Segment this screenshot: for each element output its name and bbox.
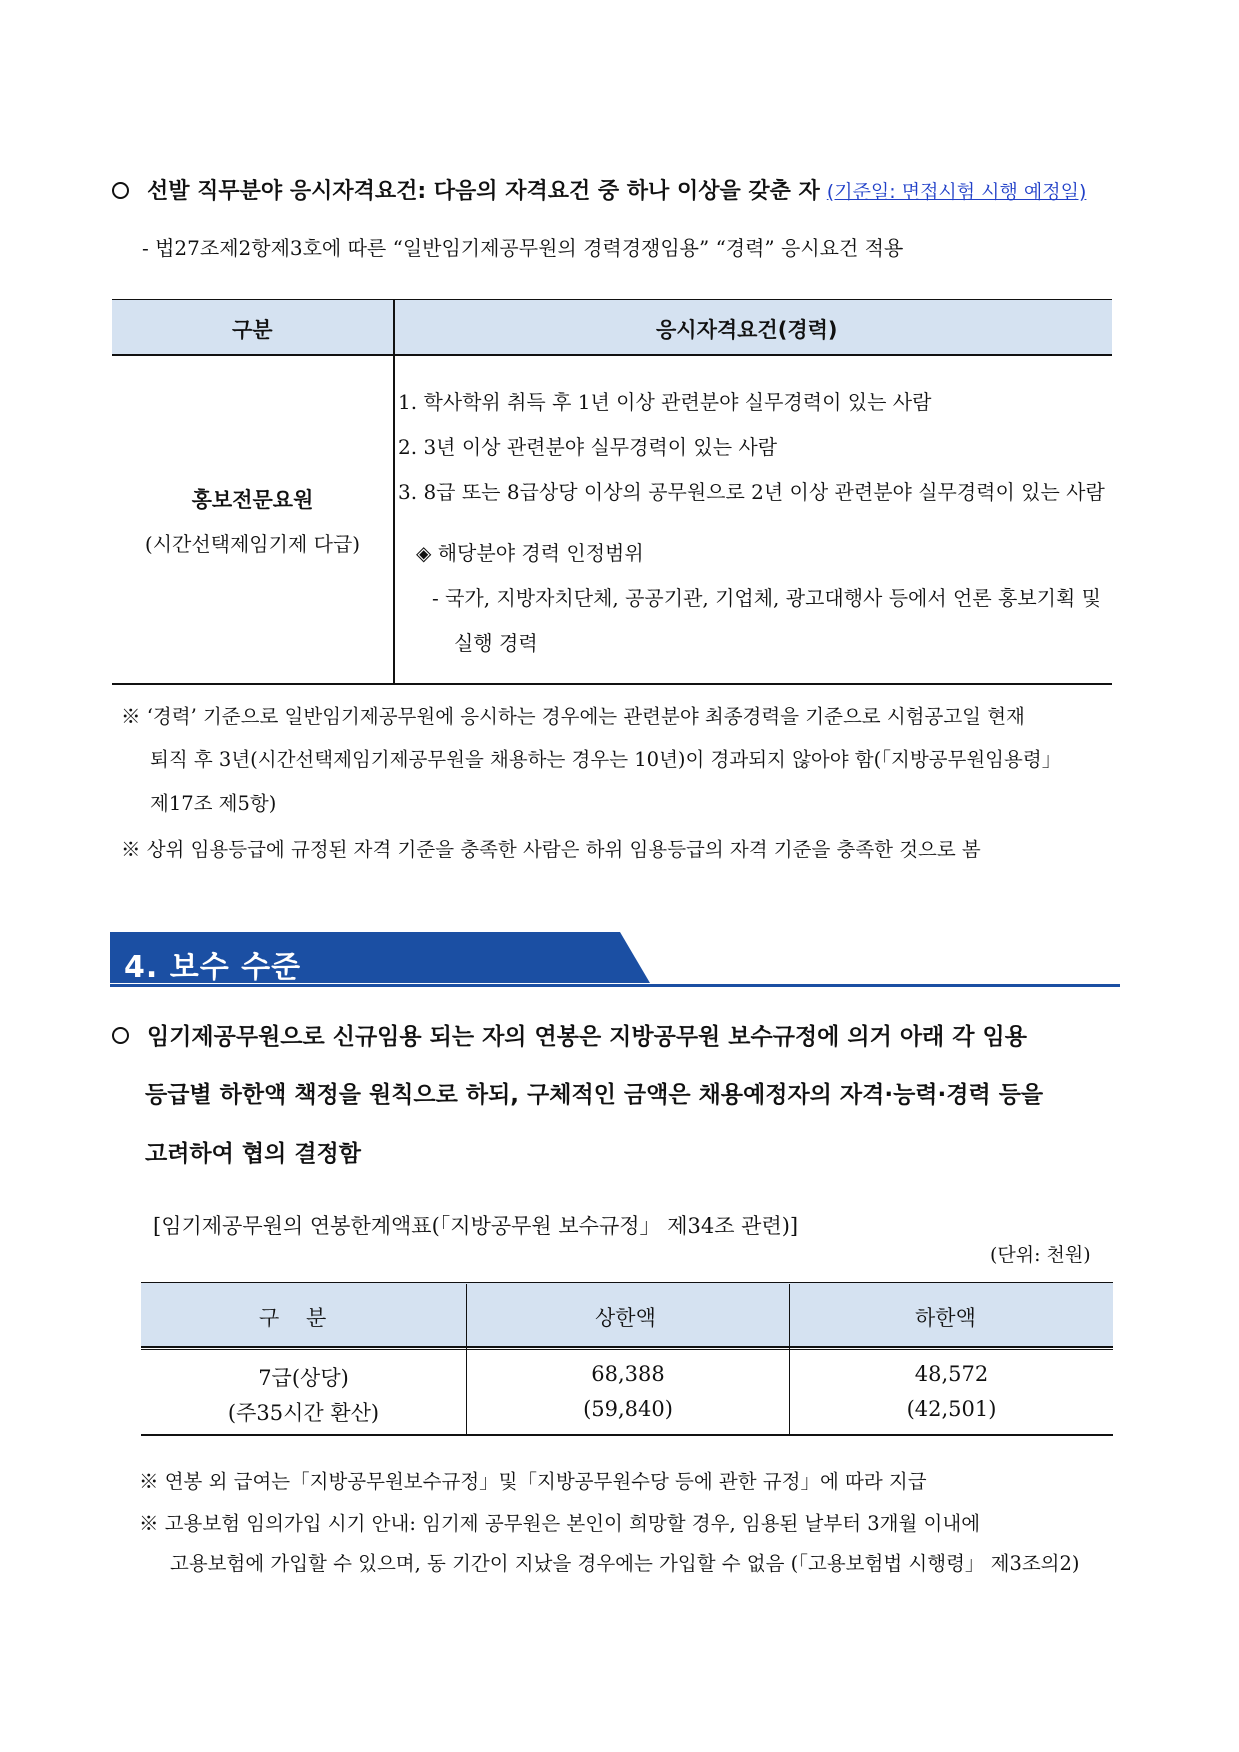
qual-header-requirements: 응시자격요건(경력) [656, 318, 838, 342]
insurance-note-line-1: ※ 고용보험 임의가입 시기 안내: 임기제 공무원은 본인이 희망할 경우, 임용된 날부터 3개월 이내에 [139, 1512, 981, 1535]
section-4-title: 4. 보수 수준 [124, 950, 302, 985]
career-note-line-2: 퇴직 후 3년(시간선택제임기제공무원을 채용하는 경우는 10년)이 경과되지 않아야 함(「지방공무원임용령」 [150, 748, 1062, 771]
grade-cell-line-2: (주35시간 환산) [227, 1401, 380, 1425]
qual-header-category: 구분 [232, 318, 273, 342]
insurance-note-line-2: 고용보험에 가입할 수 있으며, 동 기간이 지났을 경우에는 가입할 수 없음 (「고용보험법 시행령」 제3조의2) [170, 1552, 1080, 1575]
unit-label: (단위: 천원) [990, 1244, 1091, 1266]
scope-title: ◈ 해당분야 경력 인정범위 [416, 541, 644, 565]
requirement-bullet [112, 174, 1086, 205]
upper-amount-sub: (59,840) [583, 1397, 673, 1421]
requirement-subline: - 법27조제2항제3호에 따른 “일반임기제공무원의 경력경쟁임용” “경력” 응시요건 적용 [142, 236, 904, 260]
lower-amount-sub: (42,501) [906, 1397, 997, 1421]
salary-para-line-1: 임기제공무원으로 신규임용 되는 자의 연봉은 지방공무원 보수규정에 의거 아래 각 임용 [112, 1018, 1027, 1051]
career-note-line-3: 제17조 제5항) [150, 792, 277, 815]
requirement-text: 선발 직무분야 응시자격요건: 다음의 자격요건 중 하나 이상을 갖춘 자 [147, 179, 820, 204]
qual-item-3: 3. 8급 또는 8급상당 이상의 공무원으로 2년 이상 관련분야 실무경력이 있는 사람 [398, 480, 1105, 504]
position-name: 홍보전문요원 [191, 487, 314, 512]
scope-line-1: - 국가, 지방자치단체, 공공기관, 기업체, 광고대행사 등에서 언론 홍보기획 및 [432, 586, 1102, 610]
grade-cell-line-1: 7급(상당) [258, 1366, 349, 1390]
salary-header-upper: 상한액 [595, 1306, 656, 1330]
salary-table-caption: [임기제공무원의 연봉한계액표(「지방공무원 보수규정」 제34조 관련)] [153, 1214, 799, 1238]
position-grade: (시간선택제임기제 다급) [144, 532, 361, 556]
pay-note-1: ※ 연봉 외 급여는「지방공무원보수규정」및「지방공무원수당 등에 관한 규정」에 따라 지급 [139, 1470, 927, 1493]
lower-amount: 48,572 [914, 1362, 989, 1386]
qual-table-header [112, 300, 1112, 354]
qual-item-1: 1. 학사학위 취득 후 1년 이상 관련분야 실무경력이 있는 사람 [398, 390, 932, 414]
section-4-header [110, 932, 1120, 992]
salary-para-line-2: 등급별 하한액 책정을 원칙으로 하되, 구체적인 금액은 채용예정자의 자격·능력·경력 등을 [145, 1082, 1044, 1108]
salary-header-lower: 하한액 [915, 1306, 976, 1330]
salary-header-category: 구 분 [259, 1306, 327, 1330]
upper-amount: 68,388 [591, 1362, 665, 1386]
circle-bullet-icon [112, 1027, 129, 1044]
qual-item-2: 2. 3년 이상 관련분야 실무경력이 있는 사람 [398, 435, 778, 459]
salary-para-line-3: 고려하여 협의 결정함 [145, 1141, 361, 1167]
salary-table-header [141, 1283, 1113, 1346]
grade-note: ※ 상위 임용등급에 규정된 자격 기준을 충족한 사람은 하위 임용등급의 자격 기준을 충족한 것으로 봄 [121, 838, 981, 861]
career-note-line-1: ※ ‘경력’ 기준으로 일반임기제공무원에 응시하는 경우에는 관련분야 최종경력을 기준으로 시험공고일 현재 [121, 705, 1025, 728]
scope-line-2: 실행 경력 [454, 631, 538, 655]
circle-bullet-icon [112, 182, 129, 199]
basis-date-link[interactable]: (기준일: 면접시험 시행 예정일) [826, 181, 1087, 203]
